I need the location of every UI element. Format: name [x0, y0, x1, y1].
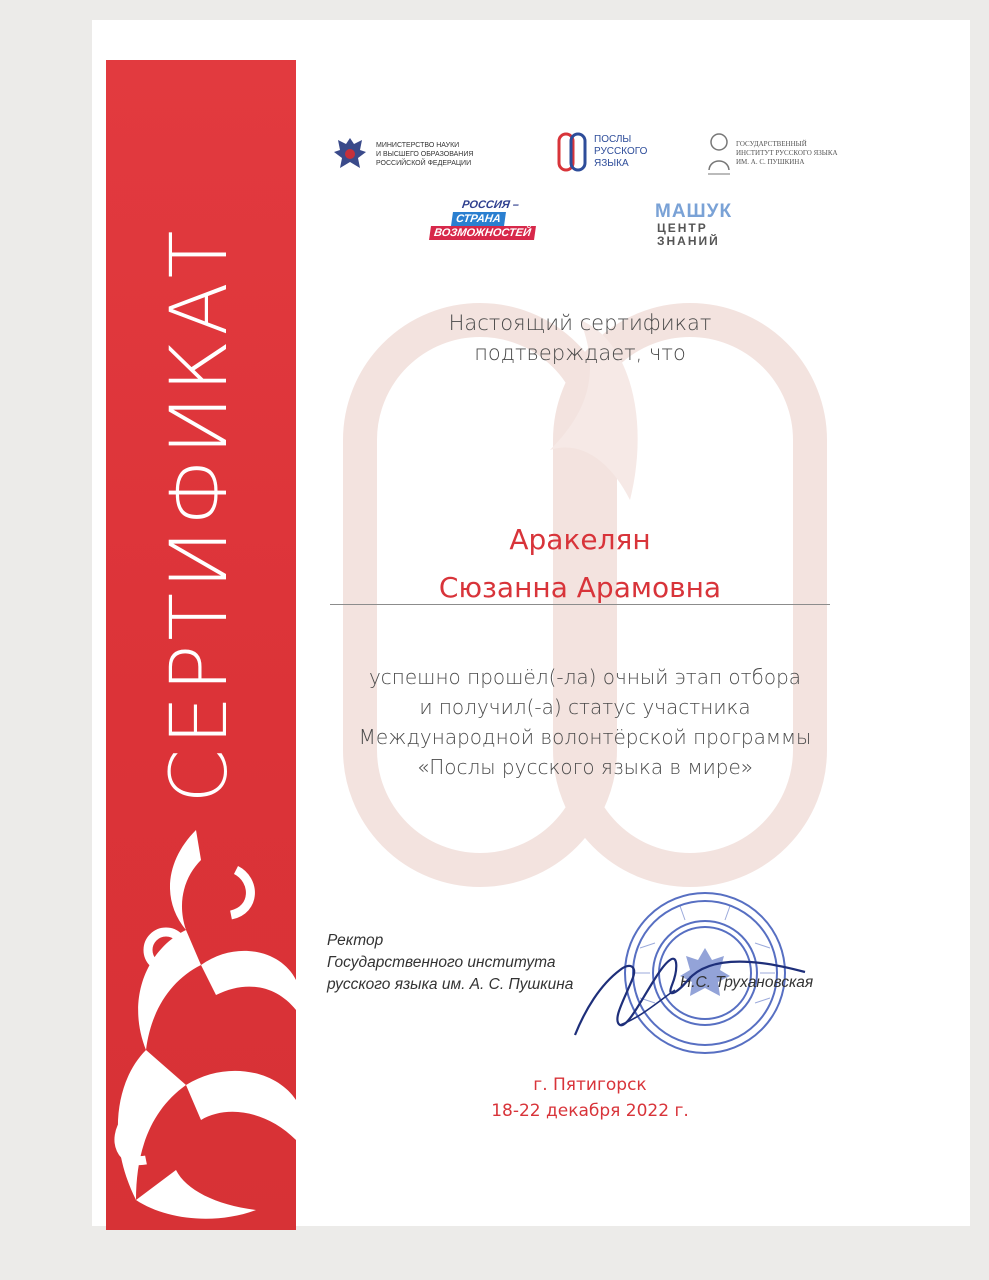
recipient-given-names: Сюзанна Арамовна	[438, 571, 722, 604]
ministry-logo	[332, 134, 486, 174]
rector-line-3: русского языка им. А. С. Пушкина	[327, 976, 574, 993]
russia-line-2: СТРАНА	[451, 212, 506, 226]
ministry-line-1: МИНИСТЕРСТВО НАУКИ	[376, 141, 460, 149]
pushkin-institute-logo	[706, 130, 866, 176]
posly-line-3: ЯЗЫКА	[594, 158, 629, 169]
posly-logo	[556, 130, 647, 174]
ministry-line-2: И ВЫСШЕГО ОБРАЗОВАНИЯ	[376, 150, 474, 158]
floral-ornament-icon	[106, 820, 296, 1230]
posly-line-2: РУССКОГО	[594, 146, 648, 157]
mashuk-line-1: МАШУК	[655, 201, 733, 222]
recipient-surname: Аракелян	[509, 523, 651, 556]
mashuk-line-2: ЦЕНТР	[657, 221, 708, 235]
russia-opportunities-logo	[430, 198, 570, 240]
eagle-emblem-icon	[332, 134, 368, 174]
place-city: г. Пятигорск	[533, 1075, 647, 1095]
posly-mark-icon	[556, 130, 590, 174]
russia-line-1: РОССИЯ –	[461, 199, 520, 211]
pushkin-portrait-icon	[706, 130, 732, 176]
body-line-3: Международной волонтёрской программы	[358, 725, 812, 749]
body-line-4: «Послы русского языка в мире»	[416, 755, 753, 779]
name-underline	[330, 604, 830, 605]
intro-text	[360, 308, 800, 368]
rector-line-2: Государственного института	[327, 954, 556, 971]
pushkin-line-3: ИМ. А. С. ПУШКИНА	[736, 157, 805, 166]
russia-line-3: ВОЗМОЖНОСТЕЙ	[429, 226, 536, 240]
event-dates: 18-22 декабря 2022 г.	[491, 1101, 689, 1121]
place-and-dates	[440, 1072, 740, 1124]
signature-icon	[560, 930, 810, 1050]
intro-line-2: подтверждает, что	[474, 341, 686, 365]
mashuk-logo	[655, 202, 732, 248]
posly-line-1: ПОСЛЫ	[594, 134, 632, 145]
body-line-2: и получил(-а) статус участника	[419, 695, 751, 719]
certificate-title: СЕРТИФИКАТ	[155, 226, 245, 804]
rector-line-1: Ректор	[327, 932, 384, 949]
pushkin-line-2: ИНСТИТУТ РУССКОГО ЯЗЫКА	[736, 148, 838, 157]
intro-line-1: Настоящий сертификат	[448, 311, 712, 335]
ministry-line-3: РОССИЙСКОЙ ФЕДЕРАЦИИ	[376, 159, 472, 167]
achievement-text	[310, 662, 860, 782]
mashuk-line-3: ЗНАНИЙ	[657, 234, 720, 248]
red-side-band	[106, 60, 296, 1230]
pushkin-line-1: ГОСУДАРСТВЕННЫЙ	[736, 139, 807, 148]
recipient-name	[340, 516, 820, 612]
body-line-1: успешно прошёл(-ла) очный этап отбора	[368, 665, 802, 689]
rector-name: Н.С. Трухановская	[680, 974, 814, 991]
